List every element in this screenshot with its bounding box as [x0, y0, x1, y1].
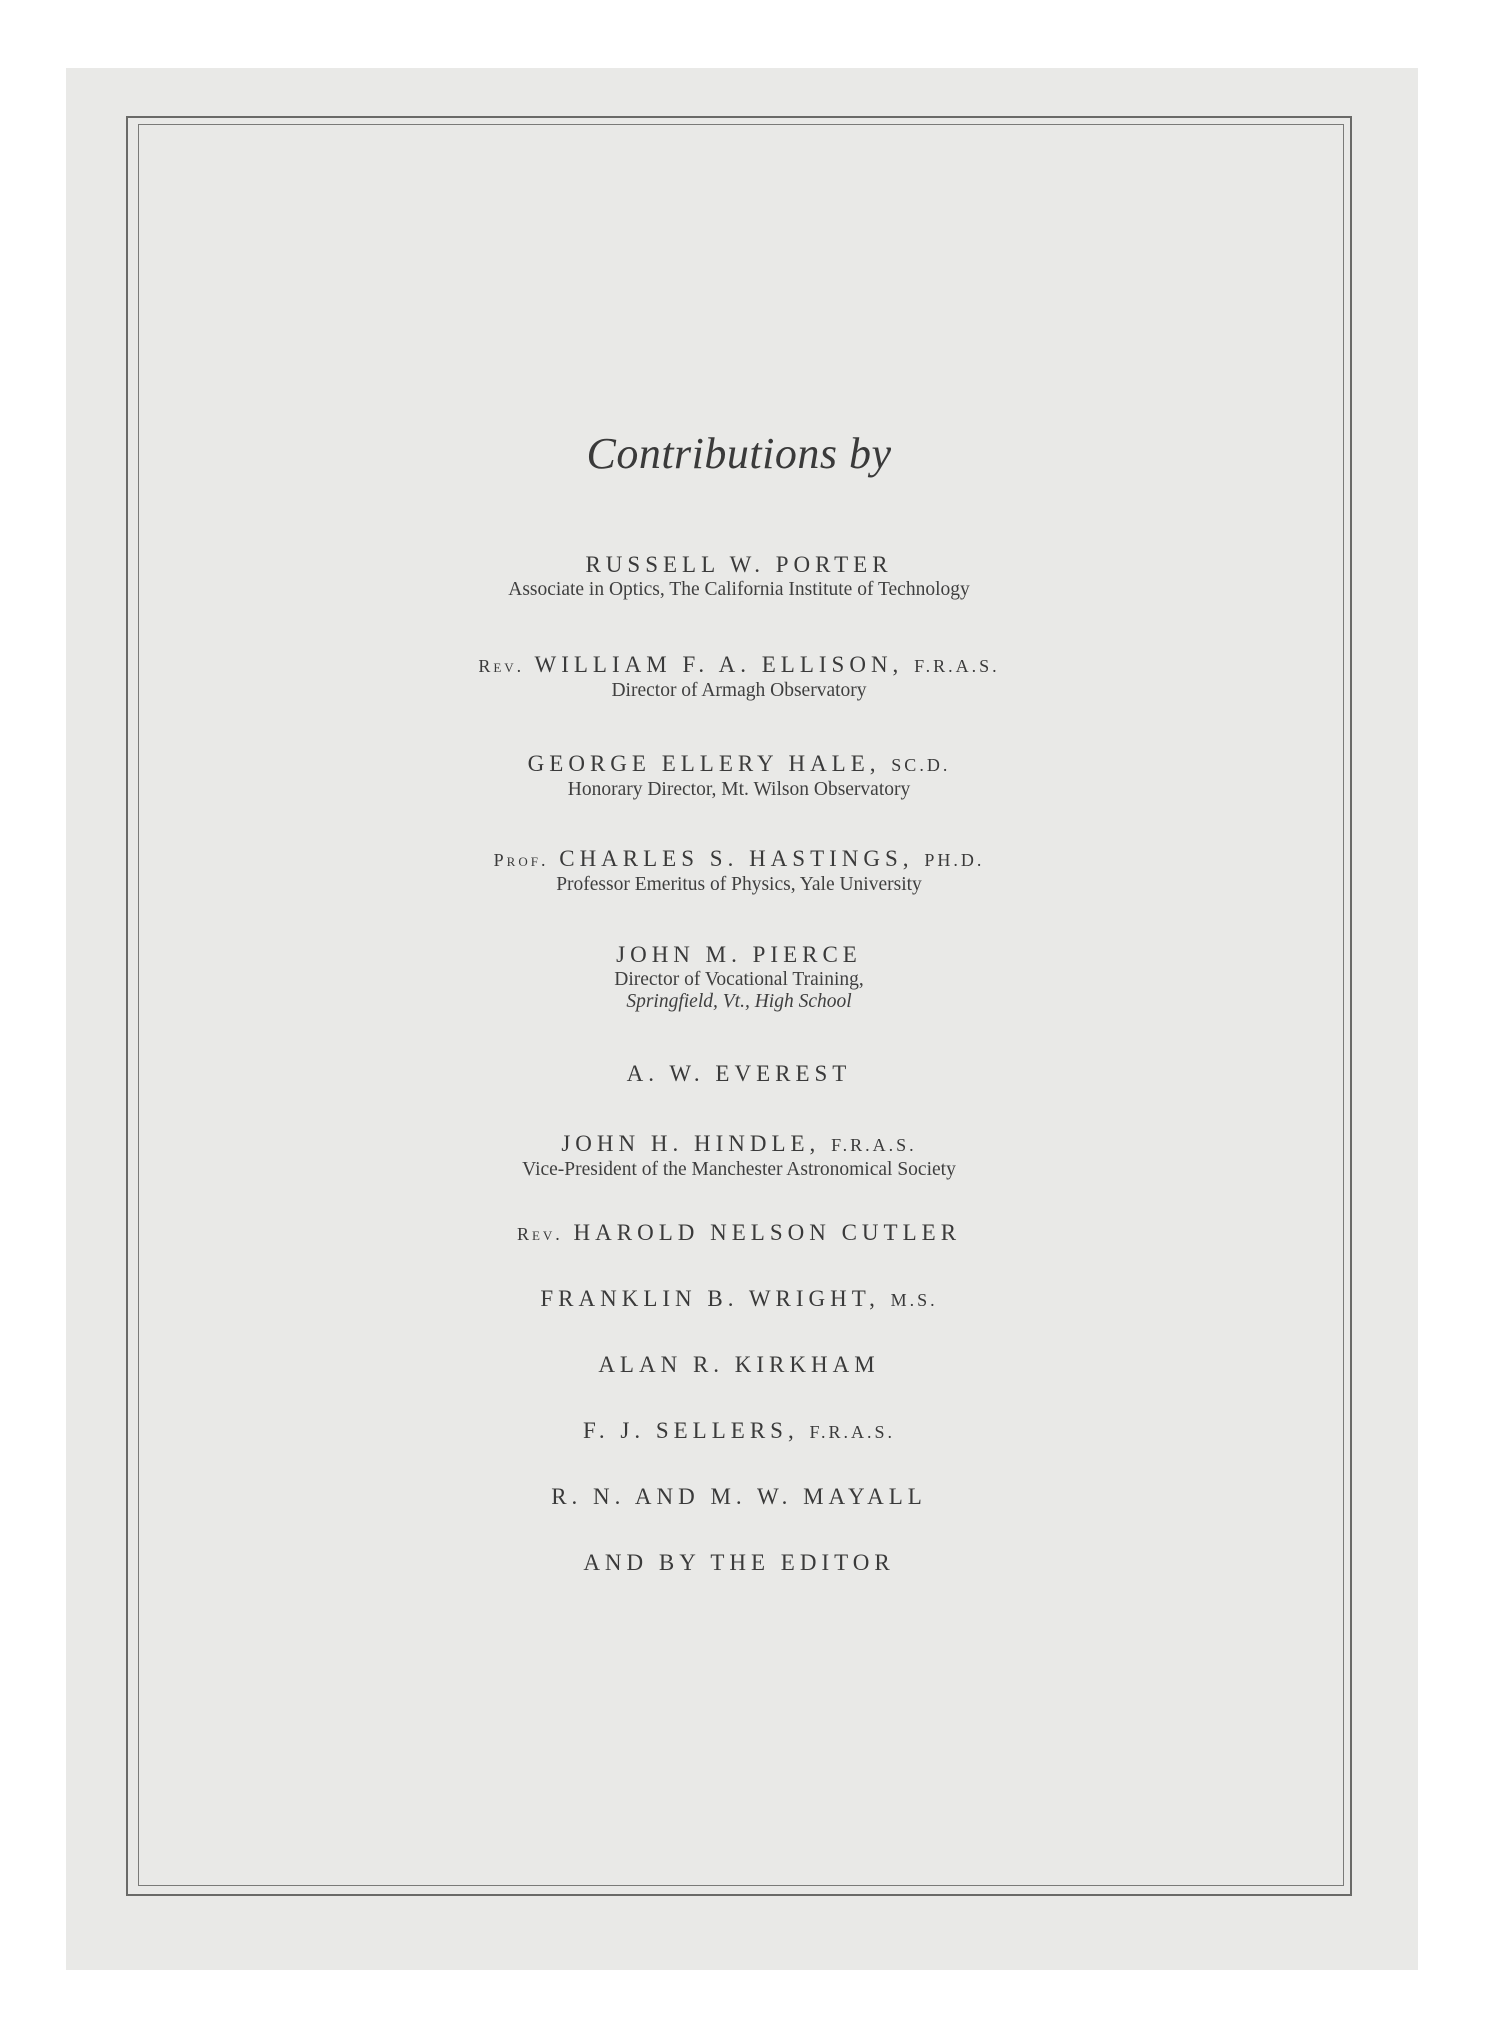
contributor-name: A. W. EVEREST: [626, 1061, 852, 1086]
contributor-title: Rev.: [516, 1224, 563, 1244]
contributor-entry: [128, 1130, 1350, 1181]
contributor-entry: [128, 1417, 1350, 1446]
contributor-affiliation: Professor Emeritus of Physics, Yale University: [556, 874, 922, 895]
contributor-name: JOHN M. PIERCE: [616, 942, 862, 967]
contributor-name: GEORGE ELLERY HALE, SC.D.: [527, 751, 951, 776]
contributor-affiliation: Associate in Optics, The California Institute of Technology: [508, 579, 970, 600]
contributor-entry: [128, 750, 1350, 801]
contributor-degree: SC.D.: [891, 755, 951, 775]
contributor-name: ALAN R. KIRKHAM: [598, 1352, 880, 1377]
contributor-degree: F.R.A.S.: [809, 1422, 896, 1442]
contributor-entry: [128, 551, 1350, 601]
contributor-entry: [128, 1060, 1350, 1088]
contributor-entry: [128, 941, 1350, 1013]
contributor-degree: F.R.A.S.: [831, 1135, 917, 1155]
contributor-entry: [128, 1549, 1350, 1577]
contributor-name: Rev. HAROLD NELSON CUTLER: [516, 1220, 962, 1245]
contributor-name: Rev. WILLIAM F. A. ELLISON, F.R.A.S.: [478, 652, 1000, 677]
contributor-affiliation: Springfield, Vt., High School: [626, 991, 852, 1012]
contributor-entry: [128, 1285, 1350, 1314]
contributor-entry: [128, 1483, 1350, 1511]
contributor-name: F. J. SELLERS, F.R.A.S.: [582, 1418, 896, 1443]
contributor-entry: [128, 651, 1350, 702]
contributor-entry: [128, 845, 1350, 896]
contributor-entry: [128, 1219, 1350, 1248]
contributor-name: Prof. CHARLES S. HASTINGS, PH.D.: [493, 846, 985, 871]
contributor-degree: M.S.: [890, 1290, 938, 1310]
contributor-degree: F.R.A.S.: [914, 656, 1000, 676]
contributor-name: R. N. AND M. W. MAYALL: [551, 1484, 927, 1509]
book-page: [66, 68, 1418, 1970]
contributor-title: Rev.: [478, 656, 525, 676]
contributor-name: AND BY THE EDITOR: [583, 1550, 895, 1575]
contributor-affiliation: Director of Armagh Observatory: [611, 680, 867, 701]
contributor-name: RUSSELL W. PORTER: [585, 552, 893, 577]
contributor-affiliation: Vice-President of the Manchester Astronomical Society: [522, 1159, 956, 1180]
page-heading: Contributions by: [586, 429, 892, 478]
page-border-outer: [126, 116, 1352, 1896]
contributor-affiliation: Honorary Director, Mt. Wilson Observatory: [567, 779, 911, 800]
contributor-degree: PH.D.: [924, 850, 985, 870]
contributor-title: Prof.: [493, 850, 549, 870]
contributor-name: FRANKLIN B. WRIGHT, M.S.: [540, 1286, 938, 1311]
contributor-affiliation: Director of Vocational Training,: [614, 969, 864, 990]
contributor-name: JOHN H. HINDLE, F.R.A.S.: [561, 1131, 917, 1156]
contributor-entry: [128, 1351, 1350, 1379]
